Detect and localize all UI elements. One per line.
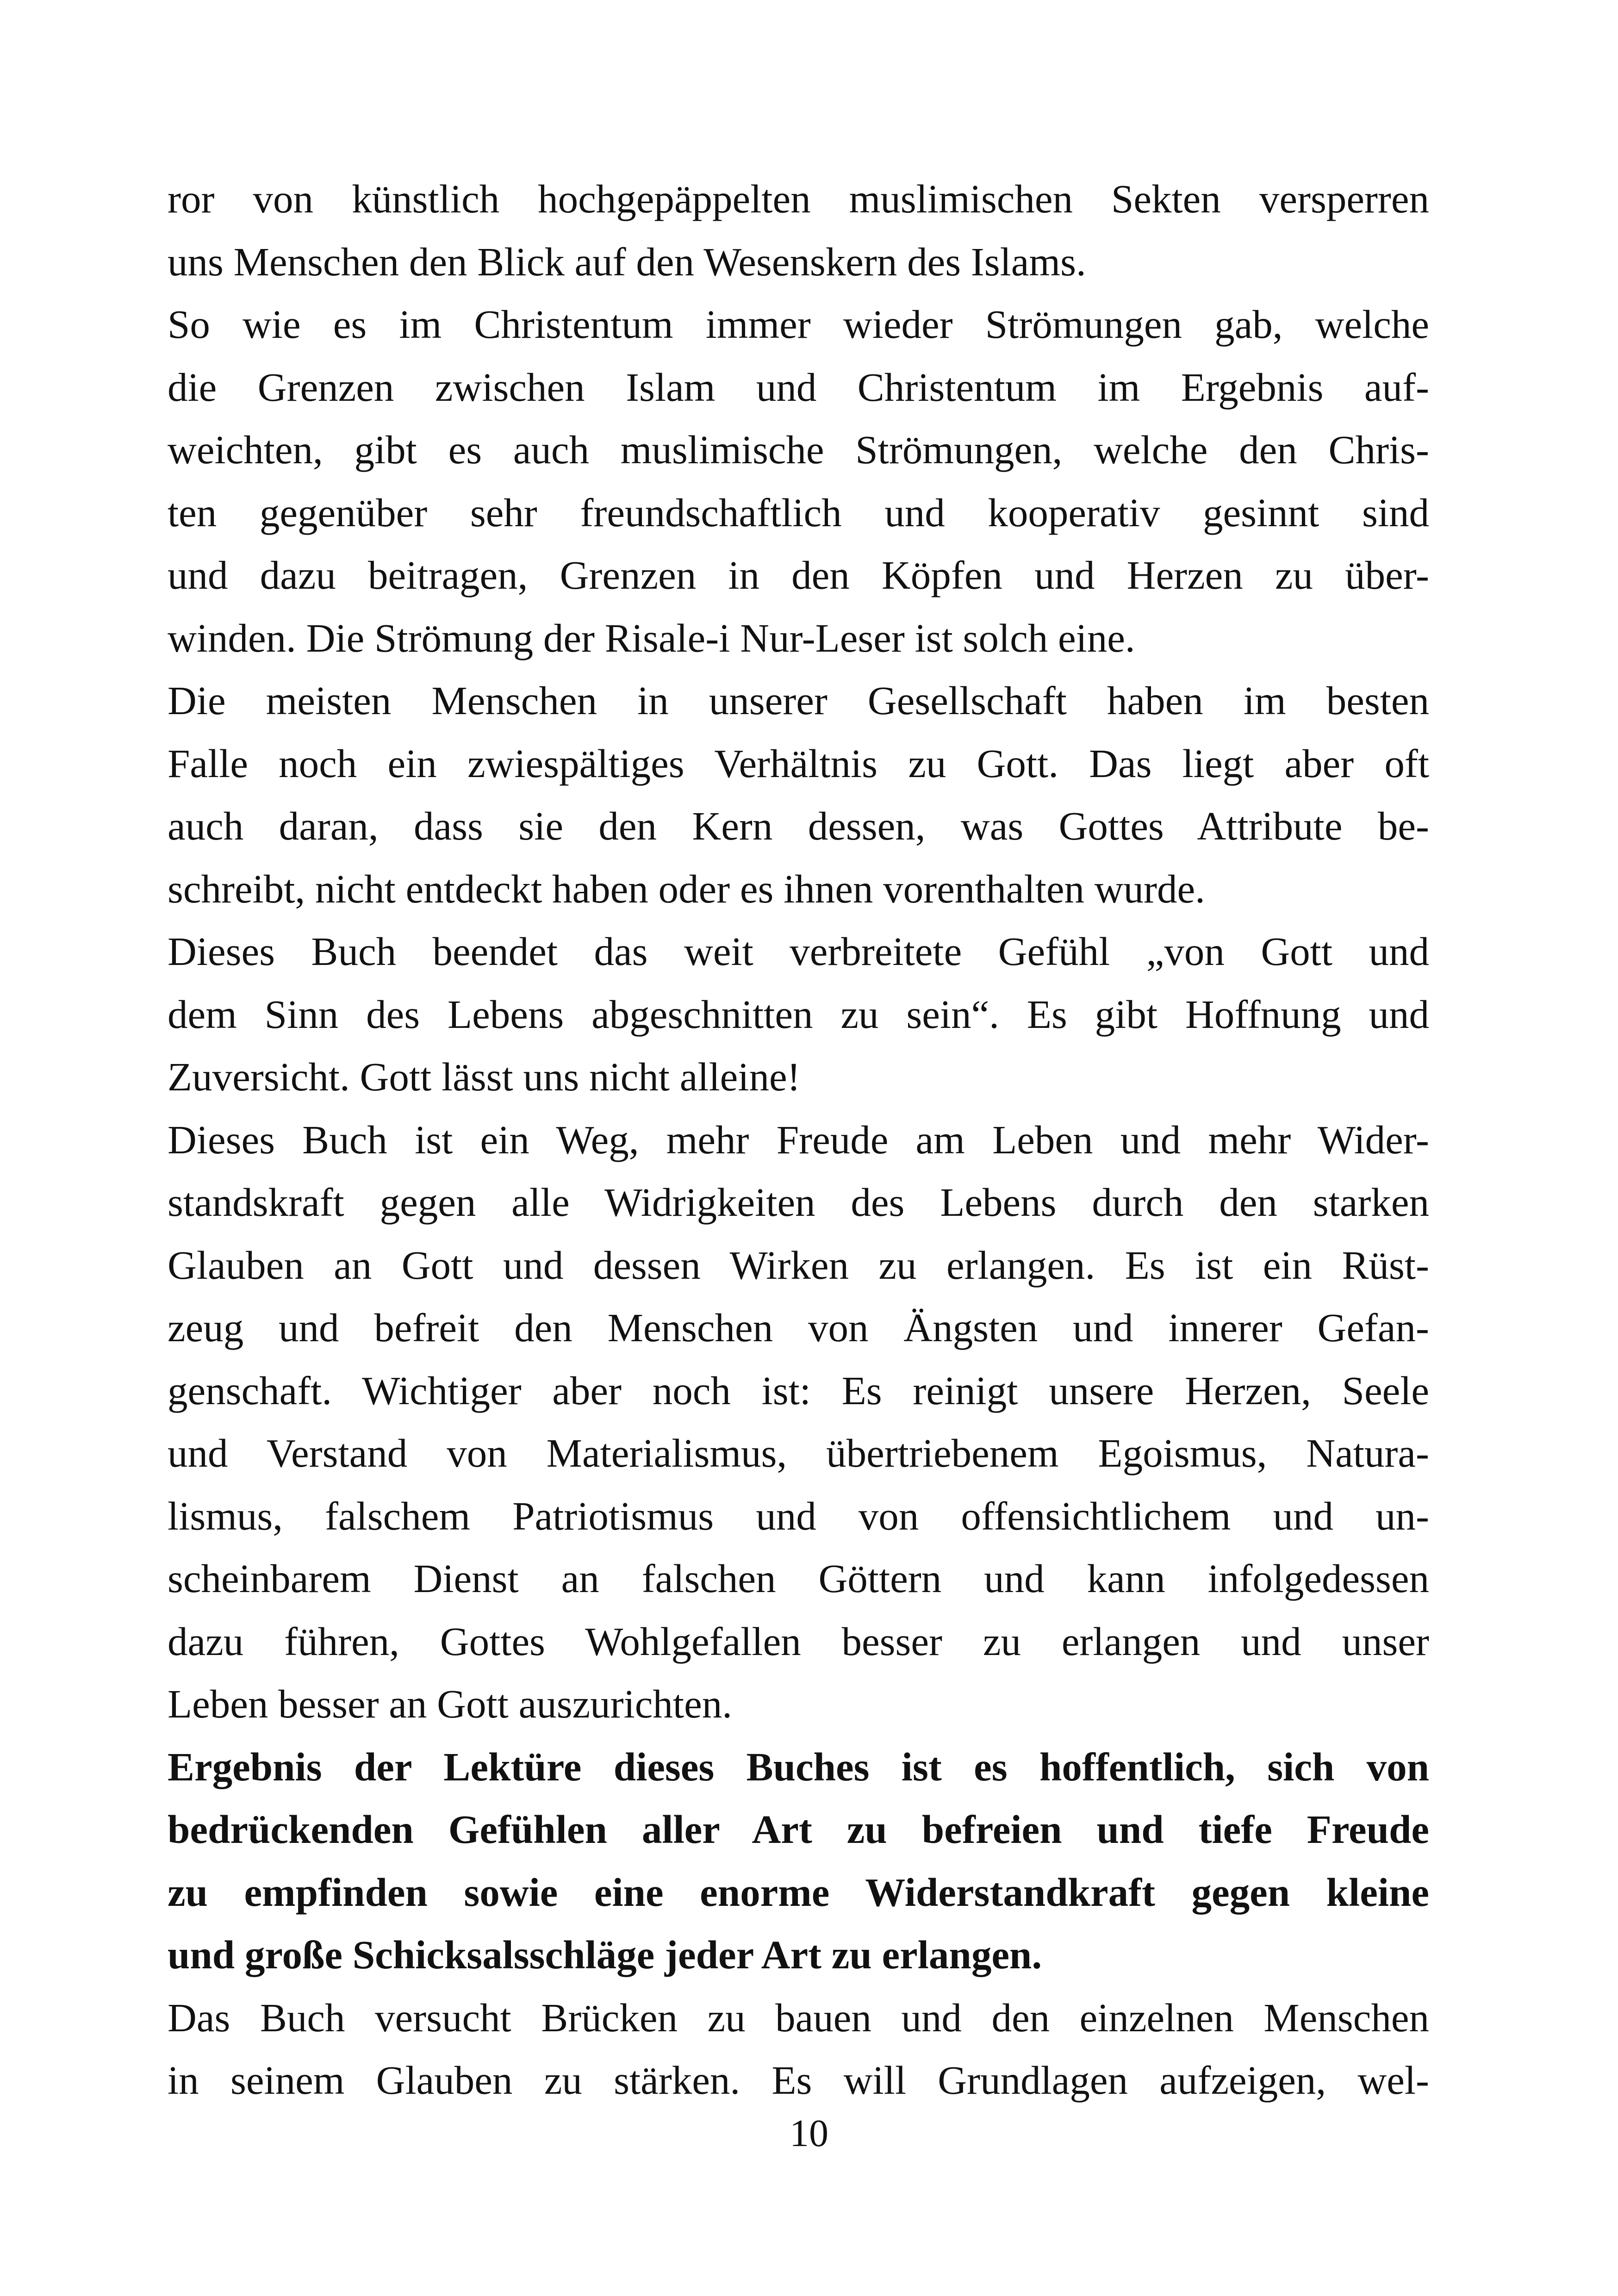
text-line: schreibt, nicht entdeckt haben oder es ihnen vorenthalten wurde. [168, 866, 1205, 911]
text-line: Zuversicht. Gott lässt uns nicht alleine! [168, 1054, 801, 1099]
text-line: die Grenzen zwischen Islam und Christentum im Ergebnis auf- [168, 364, 1429, 410]
text-line: dem Sinn des Lebens abgeschnitten zu sein“. Es gibt Hoffnung und [168, 991, 1429, 1037]
text-line: auch daran, dass sie den Kern dessen, was Gottes Attribute be- [168, 803, 1429, 848]
text-line: weichten, gibt es auch muslimische Strömungen, welche den Chris- [168, 427, 1429, 472]
text-line: ror von künstlich hochgepäppelten muslimischen Sekten versperren [168, 176, 1429, 221]
text-line: scheinbarem Dienst an falschen Göttern und kann infolgedessen [168, 1556, 1429, 1601]
text-line: Dieses Buch ist ein Weg, mehr Freude am Leben und mehr Wider- [168, 1117, 1429, 1162]
text-line: Leben besser an Gott auszurichten. [168, 1681, 732, 1726]
text-line: dazu führen, Gottes Wohlgefallen besser zu erlangen und unser [168, 1618, 1429, 1664]
text-line: in seinem Glauben zu stärken. Es will Grundlagen aufzeigen, wel- [168, 2058, 1429, 2103]
text-line: Dieses Buch beendet das weit verbreitete Gefühl „von Gott und [168, 929, 1429, 974]
text-line: So wie es im Christentum immer wieder Strömungen gab, welche [168, 302, 1429, 347]
bold-text-line: zu empfinden sowie eine enorme Widerstandkraft gegen kleine [168, 1869, 1429, 1915]
body-text [168, 168, 1429, 2112]
bold-text-line: und große Schicksalsschläge jeder Art zu erlangen. [168, 1932, 1042, 1977]
page-number: 10 [790, 2112, 828, 2155]
bold-text-line: bedrückenden Gefühlen aller Art zu befreien und tiefe Freude [168, 1807, 1429, 1852]
text-line: Glauben an Gott und dessen Wirken zu erlangen. Es ist ein Rüst- [168, 1242, 1429, 1288]
text-line: winden. Die Strömung der Risale-i Nur-Leser ist solch eine. [168, 615, 1135, 660]
text-line: Die meisten Menschen in unserer Gesellschaft haben im besten [168, 678, 1429, 723]
text-line: Das Buch versucht Brücken zu bauen und den einzelnen Menschen [168, 1995, 1429, 2040]
text-line: lismus, falschem Patriotismus und von offensichtlichem und un- [168, 1493, 1429, 1538]
text-line: ten gegenüber sehr freundschaftlich und kooperativ gesinnt sind [168, 490, 1429, 535]
text-line: und dazu beitragen, Grenzen in den Köpfen und Herzen zu über- [168, 553, 1429, 597]
text-line: genschaft. Wichtiger aber noch ist: Es reinigt unsere Herzen, Seele [168, 1368, 1429, 1413]
text-line: Falle noch ein zwiespältiges Verhältnis zu Gott. Das liegt aber oft [168, 740, 1429, 786]
bold-text-line: Ergebnis der Lektüre dieses Buches ist es hoffentlich, sich von [168, 1744, 1429, 1789]
text-line: standskraft gegen alle Widrigkeiten des Lebens durch den starken [168, 1180, 1429, 1225]
text-line: zeug und befreit den Menschen von Ängsten und innerer Gefan- [168, 1305, 1429, 1350]
text-line: und Verstand von Materialismus, übertriebenem Egoismus, Natura- [168, 1431, 1429, 1475]
text-line: uns Menschen den Blick auf den Wesenskern des Islams. [168, 239, 1086, 284]
